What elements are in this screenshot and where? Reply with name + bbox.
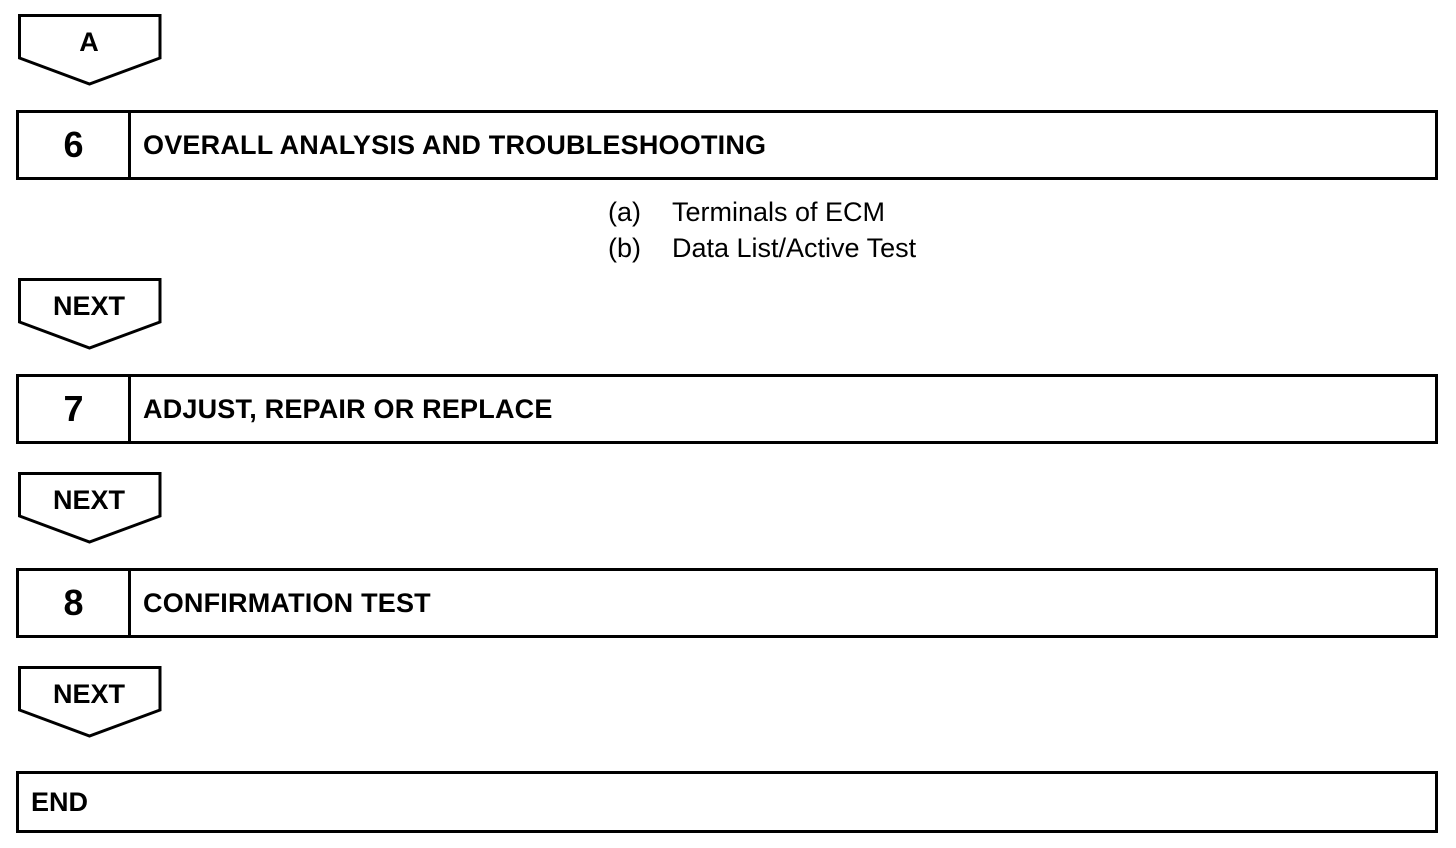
- step-6-box: [16, 110, 1438, 180]
- next-tag: [18, 666, 162, 738]
- step-number: 7: [19, 377, 131, 441]
- end-label: END: [31, 787, 89, 817]
- note-item: [608, 230, 916, 266]
- step-number: 8: [19, 571, 131, 635]
- note-marker: (b): [608, 233, 641, 263]
- next-tag-label: NEXT: [52, 291, 125, 321]
- step-title: CONFIRMATION TEST: [143, 588, 431, 618]
- next-tag: [18, 278, 162, 350]
- end-box: [16, 771, 1438, 833]
- note-text: Terminals of ECM: [672, 197, 886, 227]
- note-text: Data List/Active Test: [672, 233, 917, 263]
- next-tag-label: NEXT: [52, 485, 125, 515]
- step-number: 6: [19, 113, 131, 177]
- start-tag-a: [18, 14, 162, 86]
- step-7-box: [16, 374, 1438, 444]
- step-title: OVERALL ANALYSIS AND TROUBLESHOOTING: [143, 130, 767, 160]
- step-6-notes: [608, 194, 916, 266]
- start-tag-label: A: [79, 27, 99, 57]
- note-item: [608, 194, 916, 230]
- next-tag: [18, 472, 162, 544]
- next-tag-label: NEXT: [52, 679, 125, 709]
- step-title: ADJUST, REPAIR OR REPLACE: [143, 394, 553, 424]
- step-8-box: [16, 568, 1438, 638]
- note-marker: (a): [608, 197, 641, 227]
